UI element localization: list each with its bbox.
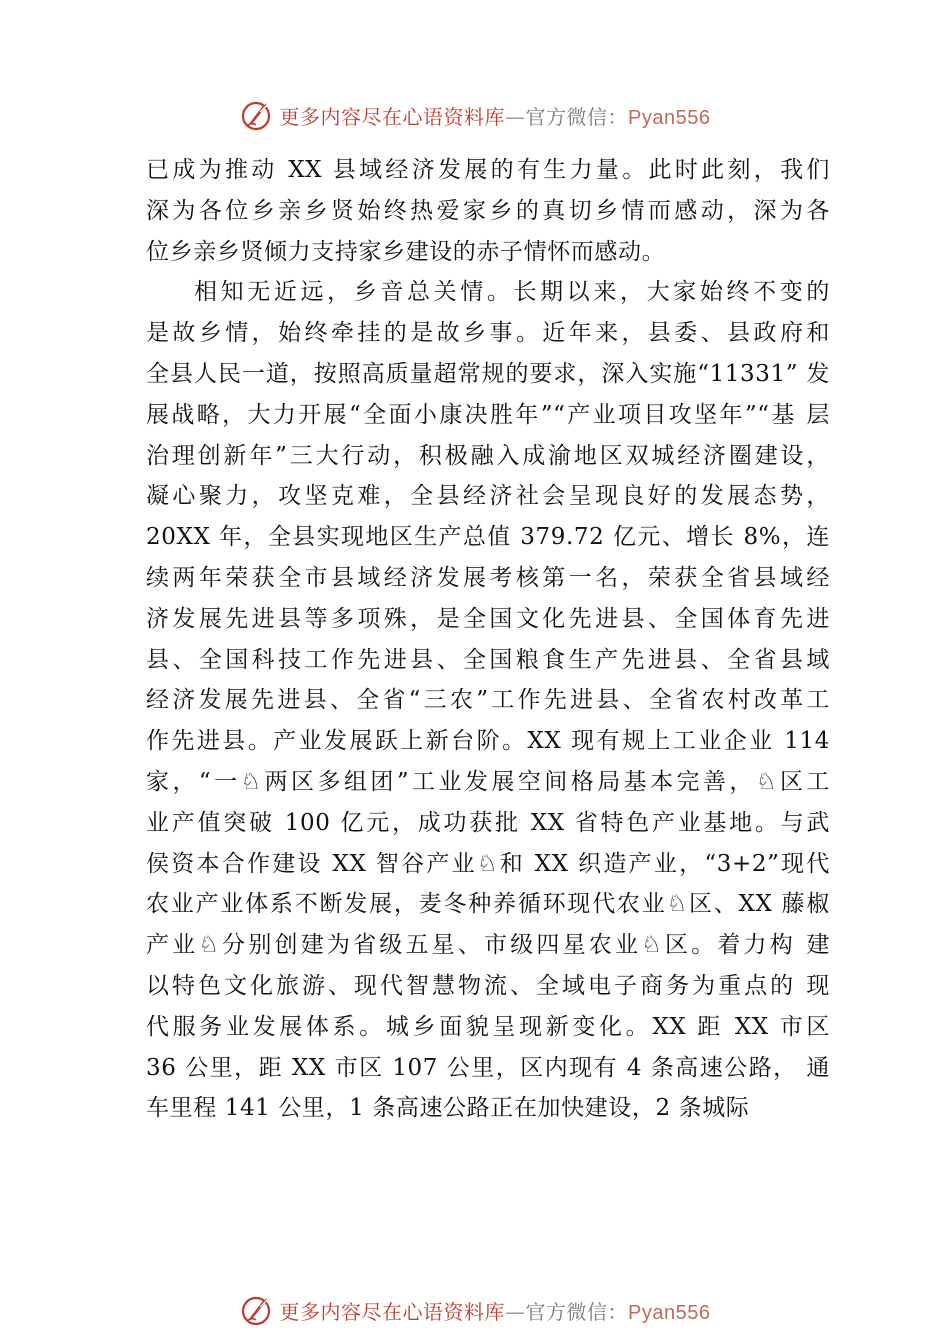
body-line: 已成为推动 XX 县域经济发展的有生力量。此时此刻，我们 xyxy=(146,157,830,183)
footer-text xyxy=(280,1296,711,1325)
body-line: 是故乡情，始终牵挂的是故乡事。近年来，县委、县政府和 xyxy=(146,320,830,347)
footer-contact-id: Pyan556 xyxy=(628,1301,711,1324)
footer-separator: — xyxy=(505,1299,526,1324)
body-line: 家，“一♘两区多组团”工业发展空间格局基本完善，♘区工 xyxy=(146,768,830,795)
page-header-banner xyxy=(0,95,950,135)
body-line: 展战略，大力开展“全面小康决胜年”“产业项目攻坚年”“基 层 xyxy=(146,401,830,428)
quill-pen-logo-icon xyxy=(240,1293,274,1327)
body-line: 经济发展先进县、全省“三农”工作先进县、全省农村改革工 xyxy=(146,687,830,714)
body-line: 济发展先进县等多项殊，是全国文化先进县、全国体育先进 xyxy=(146,605,830,632)
header-contact-label: 官方微信： xyxy=(525,104,629,129)
page-footer-banner xyxy=(0,1290,950,1330)
header-contact-id: Pyan556 xyxy=(628,106,711,129)
body-line: 全县人民一道，按照高质量超常规的要求，深入实施“11331” 发 xyxy=(146,360,830,387)
body-line: 相知无近远，乡音总关情。长期以来，大家始终不变的 xyxy=(194,279,830,306)
body-line: 36 公里，距 XX 市区 107 公里，区内现有 4 条高速公路， 通 xyxy=(146,1054,830,1081)
body-line: 产业♘分别创建为省级五星、市级四星农业♘区。着力构 建 xyxy=(146,932,830,959)
body-line: 作先进县。产业发展跃上新台阶。XX 现有规上工业企业 114 xyxy=(146,728,830,755)
header-separator: — xyxy=(505,104,526,129)
footer-contact-label: 官方微信： xyxy=(525,1299,629,1324)
body-line: 凝心聚力，攻坚克难，全县经济社会呈现良好的发展态势， xyxy=(146,483,830,510)
body-line: 深为各位乡亲乡贤始终热爱家乡的真切乡情而感动，深为各 xyxy=(146,197,830,224)
quill-pen-logo-icon xyxy=(240,98,274,132)
header-text xyxy=(280,101,711,130)
header-brand: 更多内容尽在心语资料库 xyxy=(279,104,506,129)
body-line: 治理创新年”三大行动，积极融入成渝地区双城经济圈建设， xyxy=(146,442,830,469)
body-line: 以特色文化旅游、现代智慧物流、全域电子商务为重点的 现 xyxy=(146,972,830,999)
body-line: 县、全国科技工作先进县、全国粮食生产先进县、全省县域 xyxy=(146,646,830,673)
body-line: 位乡亲乡贤倾力支持家乡建设的赤子情怀而感动。 xyxy=(146,238,666,265)
body-line: 代服务业发展体系。城乡面貌呈现新变化。XX 距 XX 市区 xyxy=(146,1013,830,1040)
document-body xyxy=(146,150,830,1129)
body-line: 20XX 年，全县实现地区生产总值 379.72 亿元、增长 8%，连 xyxy=(146,524,830,551)
body-line: 车里程 141 公里，1 条高速公路正在加快建设，2 条城际 xyxy=(146,1095,750,1122)
body-line: 侯资本合作建设 XX 智谷产业♘和 XX 织造产业，“3+2”现代 xyxy=(146,850,830,877)
body-line: 业产值突破 100 亿元，成功获批 XX 省特色产业基地。与武 xyxy=(146,809,830,836)
body-line: 农业产业体系不断发展，麦冬种养循环现代农业♘区、XX 藤椒 xyxy=(146,891,830,918)
footer-brand: 更多内容尽在心语资料库 xyxy=(279,1299,506,1324)
body-line: 续两年荣获全市县域经济发展考核第一名，荣获全省县域经 xyxy=(146,564,830,591)
